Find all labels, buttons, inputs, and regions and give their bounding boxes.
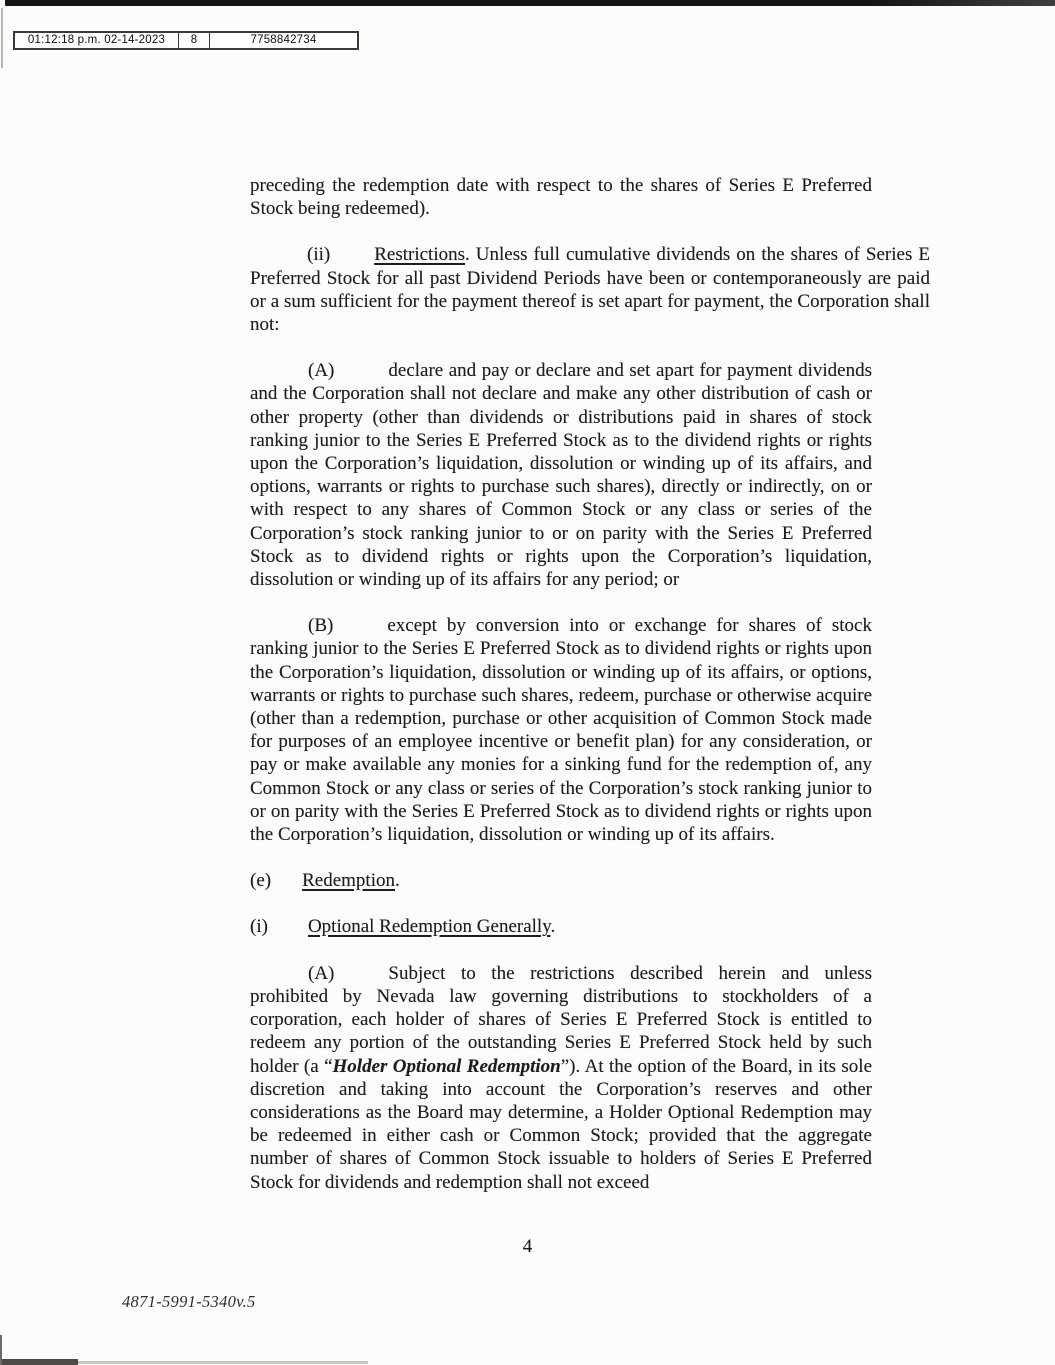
paragraph-restrictions [250,243,930,336]
clause-b-text: except by conversion into or exchange for shares of stock ranking junior to the Series E Preferred Stock as to dividend rights or rights upon the Corporation’s liquidation, dissolution or winding up of its affairs, or options, warrants or rights to purchase such shares, redeem, purchase or otherwise acquire (other than a redemption, purchase or other acquisition of Common Stock made for purposes of an employee incentive or benefit plan) for any consideration, or pay or make available any monies for a sinking fund for the redemption of, any Common Stock or any class or series of the Corporation’s stock ranking junior to or on parity with the Series E Preferred Stock as to dividend rights or rights upon the Corporation’s liquidation, dissolution or winding up of its affairs. [250,615,872,846]
restrictions-label: (ii) [307,244,331,266]
fax-timestamp: 01:12:18 p.m. 02-14-2023 [15,33,179,48]
paragraph-subject-to [250,962,872,1194]
redemption-heading: Redemption [302,870,395,892]
tab-spacer [271,885,302,886]
page-number: 4 [522,1236,533,1257]
clause-a-label: (A) [308,360,335,382]
paragraph-continuation [250,174,872,220]
paragraph-optional-redemption-heading [250,915,873,938]
subject-to-label: (A) [308,962,335,984]
document-version-stamp: 4871-5991-5340v.5 [122,1292,256,1311]
restrictions-heading: Restrictions [374,244,465,266]
document-body [250,174,930,1217]
fax-page-count: 8 [179,33,210,48]
subject-to-text-after: ”). At the option of the Board, in its sole discretion and taking into account the Corporation’s reserves and other considerations as the Board may determine, a Holder Optional Redemption may be redeemed in either cash or Common Stock; provided that the aggregate number of shares of Common Stock issuable to holders of Series E Preferred Stock for dividends and redemption shall not exceed [250,1055,873,1193]
optional-redemption-heading: Optional Redemption Generally [307,916,551,938]
paragraph-redemption-heading [250,869,930,892]
paragraph-clause-a [250,359,872,591]
tab-spacer [330,259,374,260]
optional-redemption-period: . [550,916,556,938]
tab-spacer [334,978,388,979]
tab-spacer [334,375,388,376]
fax-header-stamp [13,31,359,50]
clause-b-label: (B) [308,615,334,637]
subject-to-text-before: Subject to the restrictions described herein and unless prohibited by Nevada law governing distributions to stockholders of a corporation, each holder of shares of Series E Preferred Stock is entitled to redeem any portion of the outstanding Series E Preferred Stock held by such holder (a “ [250,962,872,1077]
clause-a-text: declare and pay or declare and set apart for payment dividends and the Corporation shall not declare and make any other distribution of cash or other property (other than dividends or distributions paid in shares of stock ranking junior to the Series E Preferred Stock as to the dividend rights or rights upon the Corporation’s liquidation, dissolution or winding up of its affairs, and options, warrants or rights to purchase such shares), directly or indirectly, on or with respect to any shares of Common Stock or any class or series of the Corporation’s stock ranking junior to or on parity with the Series E Preferred Stock as to dividend rights or rights upon the Corporation’s liquidation, dissolution or winding up of its affairs for any period; or [250,360,872,591]
redemption-label: (e) [250,870,272,892]
scan-artifact-top-bar-fade [860,0,1055,6]
tab-spacer [268,931,308,932]
defined-term-holder-optional-redemption: Holder Optional Redemption [332,1055,561,1077]
scan-artifact-bottom-bar-faint [78,1361,368,1364]
continuation-text: preceding the redemption date with respect to the shares of Series E Preferred Stock being redeemed). [250,175,872,220]
fax-number: 7758842734 [250,34,317,46]
redemption-period: . [394,870,400,892]
tab-spacer [333,630,387,631]
paragraph-clause-b [250,614,872,846]
restrictions-text: . Unless full cumulative dividends on the shares of Series E Preferred Stock for all past Dividend Periods have been or contemporaneously are paid or a sum sufficient for the payment thereof is set apart for payment, the Corporation shall not: [250,244,930,336]
scan-artifact-bottom-bar [2,1359,78,1365]
optional-redemption-label: (i) [250,916,268,938]
scan-artifact-left-edge [1,8,3,68]
